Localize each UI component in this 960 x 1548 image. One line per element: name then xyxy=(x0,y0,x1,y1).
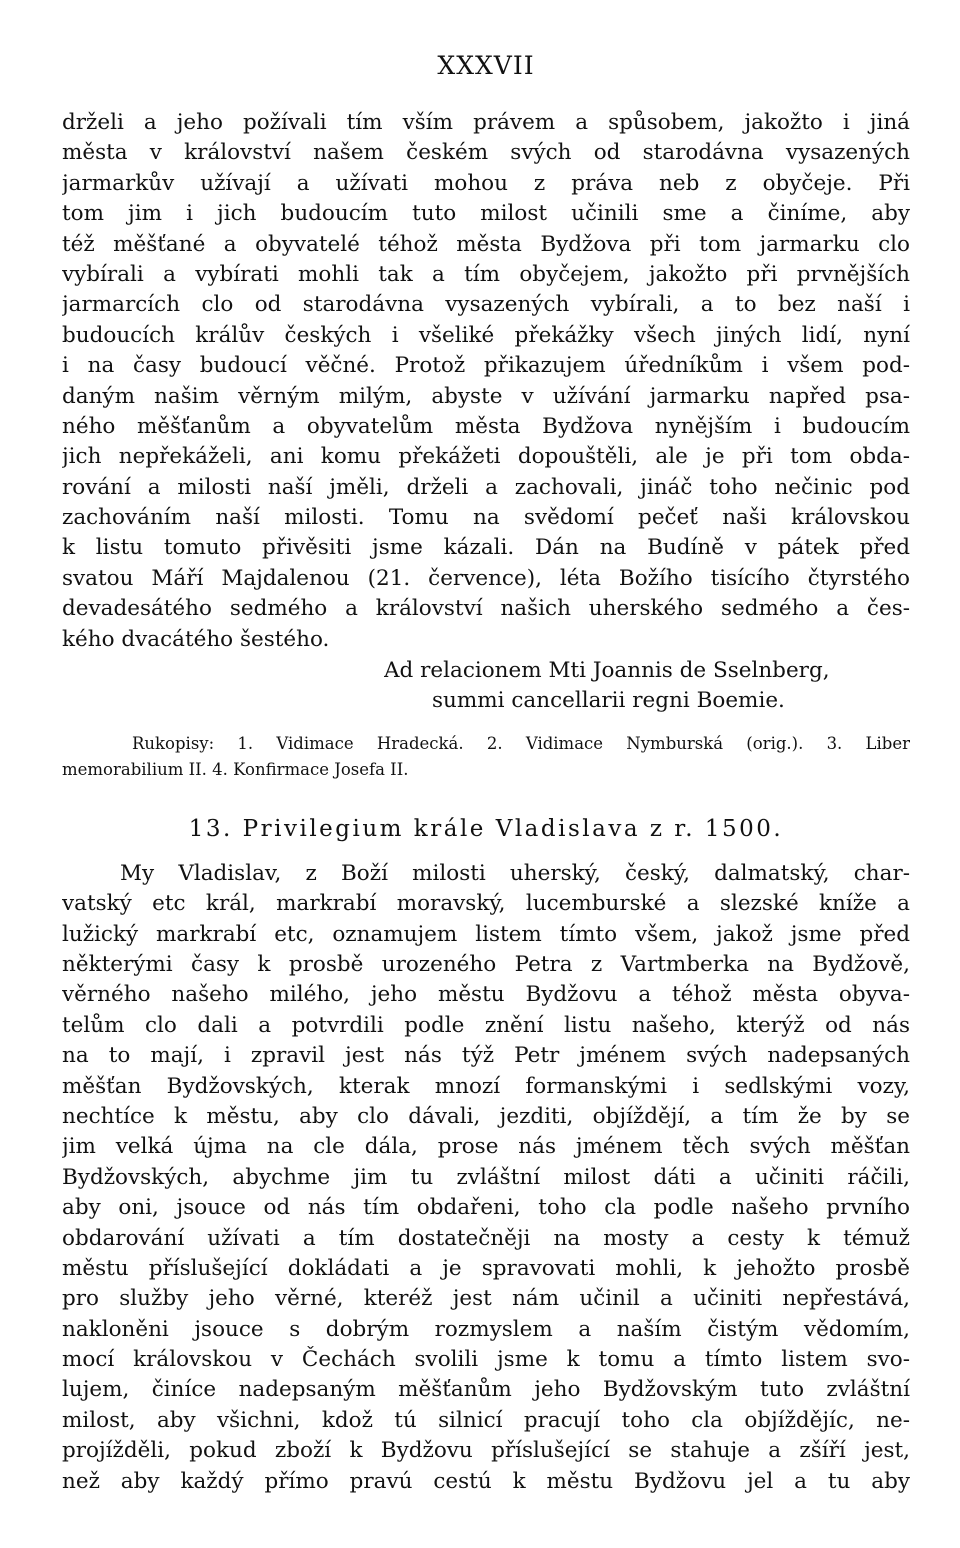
text-line: nakloněni jsouce s dobrým rozmyslem a naším čistým vědomím, xyxy=(62,1316,910,1342)
text-line: budoucích králův českých i všeliké překážky všech jiných lidí, nyní xyxy=(62,322,910,348)
text-line: některými časy k prosbě urozeného Petra z Vartmberka na Bydžově, xyxy=(62,951,910,977)
text-line: městu příslušející dokládati a je spravovati mohli, k jehožto prosbě xyxy=(62,1255,910,1281)
text-line: tom jim i jich budoucím tuto milost učinili sme a činíme, aby xyxy=(62,201,910,227)
text-line: i na časy budoucí věčné. Protož přikazujem úředníkům i všem pod- xyxy=(62,353,910,379)
text-line: daným našim věrným milým, abyste v užívání jarmarku napřed psa- xyxy=(62,383,910,409)
text-line: milost, aby všichni, kdož tú silnicí pracují toho cla objíždějíc, ne- xyxy=(62,1407,910,1433)
text-line: My Vladislav, z Boží milosti uherský, český, dalmatský, char- xyxy=(120,860,910,886)
text-line: Bydžovských, abychme jim tu zvláštní milost dáti a učiniti ráčili, xyxy=(62,1164,910,1190)
text-line: aby oni, jsouce od nás tím obdařeni, toho cla podle našeho prvního xyxy=(62,1195,910,1221)
signature-line: summi cancellarii regni Boemie. xyxy=(432,688,785,714)
text-line: svatou Máří Majdalenou (21. července), léta Božího tisícího čtyrstého xyxy=(62,565,910,591)
text-line: též měšťané a obyvatelé téhož města Bydžova při tom jarmarku clo xyxy=(62,231,910,257)
text-line: na to mají, i zpravil jest nás týž Petr jménem svých nadepsaných xyxy=(62,1043,910,1069)
text-line: lužický markrabí etc, oznamujem listem tímto všem, jakož jsme před xyxy=(62,921,910,947)
text-line: měšťan Bydžovských, kterak mnozí formanskými i sedlskými vozy, xyxy=(62,1073,910,1099)
text-line: devadesátého sedmého a království našich uherského sedmého a čes- xyxy=(62,596,910,622)
text-line: lujem, činíce nadepsaným měšťanům jeho Bydžovským tuto zvláštní xyxy=(62,1377,910,1403)
manuscripts-line: Rukopisy: 1. Vidimace Hradecká. 2. Vidimace Nymburská (orig.). 3. Liber xyxy=(132,733,910,753)
text-line: ného měšťanům a obyvatelům města Bydžova nynějším i budoucím xyxy=(62,413,910,439)
text-line: jim velká újma na cle dála, prose nás jménem těch svých měšťan xyxy=(62,1134,910,1160)
text-line: vatský etc král, markrabí moravský, lucemburské a slezské kníže a xyxy=(62,891,910,917)
signature-line: Ad relacionem Mti Joannis de Sselnberg, xyxy=(384,658,830,684)
text-line: kého dvacátého šestého. xyxy=(62,626,330,652)
text-line: obdarování užívati a tím dostatečněji na mosty a cesty k témuž xyxy=(62,1225,910,1251)
page-number: XXXVII xyxy=(437,51,535,80)
text-line: mocí královskou v Čechách svolili jsme k tomu a tímto listem svo- xyxy=(62,1347,910,1373)
text-line: drželi a jeho požívali tím vším právem a spůsobem, jakožto i jiná xyxy=(62,110,910,135)
text-line: města v království našem českém svých od starodávna vysazených xyxy=(62,140,910,166)
book-page xyxy=(62,48,910,1497)
text-line: jarmarcích clo od starodávna vysazených vybírali, a to bez naší i xyxy=(62,292,910,318)
text-line: telům clo dali a potvrdili podle znění listu našeho, kterýž od nás xyxy=(62,1012,910,1038)
text-line: projížděli, pokud zboží k Bydžovu příslušející se stahuje a zšíří jest, xyxy=(62,1438,910,1464)
text-line: než aby každý přímo pravú cestú k městu Bydžovu jel a tu aby xyxy=(62,1468,910,1494)
text-line: zachováním naší milosti. Tomu na svědomí pečeť naši královskou xyxy=(62,505,910,531)
privilege-text-paragraph xyxy=(62,859,910,1497)
text-line: nechtíce k městu, aby clo dávali, jezditi, objíždějí, a tím že by se xyxy=(62,1103,910,1129)
text-line: jarmarkův užívají a užívati mohou z práva neb z obyčeje. Při xyxy=(62,170,910,196)
chancery-signature xyxy=(384,656,910,717)
text-line: věrného našeho milého, jeho městu Bydžovu a téhož města obyva- xyxy=(62,982,910,1008)
text-line: jich nepřekáželi, ani komu překážeti dopouštěli, ale je při tom obda- xyxy=(62,444,910,470)
charter-text-paragraph xyxy=(62,108,910,655)
section-heading: 13. Privilegium krále Vladislava z r. 1500. xyxy=(188,815,784,842)
text-line: rování a milosti naší jměli, drželi a zachovali, jináč toho nečinic pod xyxy=(62,474,910,500)
manuscripts-note xyxy=(62,731,910,783)
manuscripts-line: memorabilium II. 4. Konfirmace Josefa II. xyxy=(62,759,409,779)
text-line: pro služby jeho věrné, kteréž jest nám učinil a učiniti nepřestává, xyxy=(62,1286,910,1312)
text-line: k listu tomuto přivěsiti jsme kázali. Dán na Budíně v pátek před xyxy=(62,535,910,561)
text-line: vybírali a vybírati mohli tak a tím obyčejem, jakožto při prvnějších xyxy=(62,261,910,287)
